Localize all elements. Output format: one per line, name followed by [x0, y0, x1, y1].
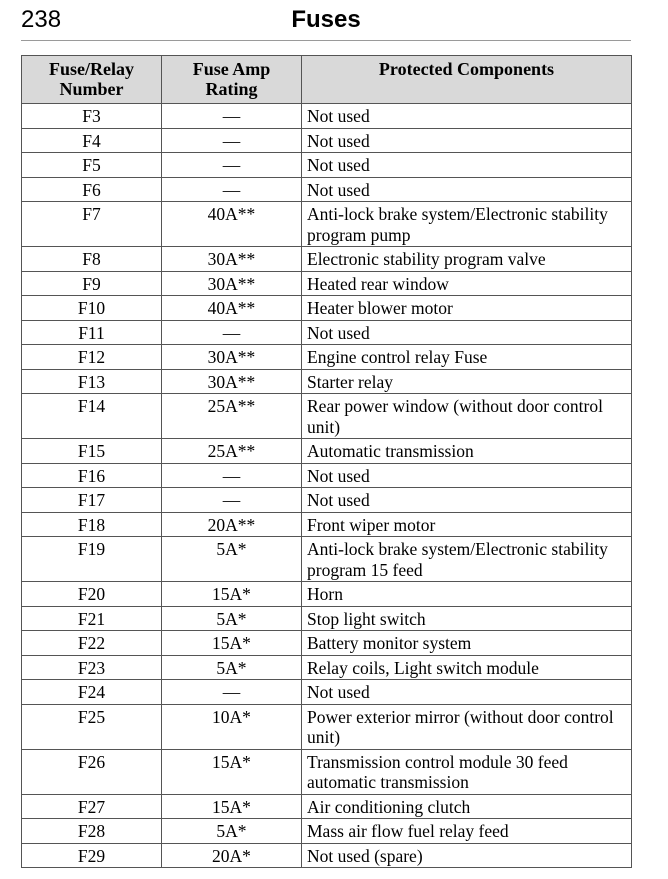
protected-components-cell: Not used: [302, 153, 632, 178]
amp-rating-cell: 15A*: [162, 794, 302, 819]
protected-components-cell: Anti-lock brake system/Electronic stability program pump: [302, 202, 632, 247]
fuse-number-cell: F29: [22, 843, 162, 868]
amp-rating-cell: 30A**: [162, 369, 302, 394]
amp-rating-cell: —: [162, 104, 302, 129]
table-row: [22, 271, 632, 296]
fuse-number-cell: F8: [22, 247, 162, 272]
table-row: [22, 843, 632, 868]
amp-rating-cell: 20A**: [162, 512, 302, 537]
protected-components-cell: Not used: [302, 463, 632, 488]
amp-rating-cell: —: [162, 153, 302, 178]
page-header: [21, 0, 631, 41]
fuse-number-cell: F21: [22, 606, 162, 631]
table-row: [22, 394, 632, 439]
table-row: [22, 153, 632, 178]
table-row: [22, 704, 632, 749]
fuse-number-cell: F20: [22, 582, 162, 607]
fuse-number-cell: F13: [22, 369, 162, 394]
table-row: [22, 369, 632, 394]
amp-rating-cell: 15A*: [162, 631, 302, 656]
amp-rating-cell: 5A*: [162, 606, 302, 631]
amp-rating-cell: —: [162, 177, 302, 202]
amp-rating-cell: —: [162, 128, 302, 153]
table-header-row: [22, 56, 632, 104]
amp-rating-cell: 25A**: [162, 439, 302, 464]
protected-components-cell: Battery monitor system: [302, 631, 632, 656]
amp-rating-cell: 15A*: [162, 582, 302, 607]
fuse-number-cell: F12: [22, 345, 162, 370]
fuse-table: [21, 55, 632, 868]
protected-components-cell: Not used: [302, 320, 632, 345]
protected-components-cell: Automatic transmission: [302, 439, 632, 464]
header-fuse-amp-rating: Fuse Amp Rating: [162, 56, 302, 104]
table-row: [22, 439, 632, 464]
table-row: [22, 631, 632, 656]
table-row: [22, 488, 632, 513]
protected-components-cell: Front wiper motor: [302, 512, 632, 537]
fuse-number-cell: F23: [22, 655, 162, 680]
fuse-number-cell: F27: [22, 794, 162, 819]
protected-components-cell: Not used: [302, 177, 632, 202]
fuse-number-cell: F3: [22, 104, 162, 129]
amp-rating-cell: 30A**: [162, 271, 302, 296]
fuse-number-cell: F26: [22, 749, 162, 794]
table-row: [22, 749, 632, 794]
amp-rating-cell: 40A**: [162, 202, 302, 247]
protected-components-cell: Heated rear window: [302, 271, 632, 296]
amp-rating-cell: 20A*: [162, 843, 302, 868]
fuse-number-cell: F17: [22, 488, 162, 513]
protected-components-cell: Transmission control module 30 feed automatic transmission: [302, 749, 632, 794]
protected-components-cell: Air conditioning clutch: [302, 794, 632, 819]
table-row: [22, 655, 632, 680]
table-row: [22, 463, 632, 488]
fuse-number-cell: F24: [22, 680, 162, 705]
amp-rating-cell: —: [162, 320, 302, 345]
table-row: [22, 819, 632, 844]
fuse-number-cell: F16: [22, 463, 162, 488]
protected-components-cell: Not used: [302, 680, 632, 705]
fuse-number-cell: F28: [22, 819, 162, 844]
amp-rating-cell: —: [162, 680, 302, 705]
amp-rating-cell: 40A**: [162, 296, 302, 321]
header-protected-components: Protected Components: [302, 56, 632, 104]
fuse-number-cell: F5: [22, 153, 162, 178]
amp-rating-cell: 5A*: [162, 655, 302, 680]
amp-rating-cell: —: [162, 488, 302, 513]
fuse-number-cell: F22: [22, 631, 162, 656]
amp-rating-cell: 10A*: [162, 704, 302, 749]
header-fuse-relay-number: Fuse/Relay Number: [22, 56, 162, 104]
amp-rating-cell: 30A**: [162, 247, 302, 272]
fuse-number-cell: F9: [22, 271, 162, 296]
fuse-number-cell: F11: [22, 320, 162, 345]
protected-components-cell: Anti-lock brake system/Electronic stability program 15 feed: [302, 537, 632, 582]
protected-components-cell: Not used: [302, 128, 632, 153]
fuse-number-cell: F7: [22, 202, 162, 247]
fuse-number-cell: F14: [22, 394, 162, 439]
fuse-number-cell: F6: [22, 177, 162, 202]
protected-components-cell: Horn: [302, 582, 632, 607]
amp-rating-cell: —: [162, 463, 302, 488]
fuse-number-cell: F19: [22, 537, 162, 582]
page-number: 238: [21, 6, 62, 33]
protected-components-cell: Not used: [302, 104, 632, 129]
table-row: [22, 345, 632, 370]
table-row: [22, 537, 632, 582]
fuse-number-cell: F10: [22, 296, 162, 321]
table-row: [22, 202, 632, 247]
table-row: [22, 247, 632, 272]
fuse-number-cell: F15: [22, 439, 162, 464]
fuse-number-cell: F4: [22, 128, 162, 153]
protected-components-cell: Starter relay: [302, 369, 632, 394]
amp-rating-cell: 5A*: [162, 537, 302, 582]
table-row: [22, 680, 632, 705]
table-row: [22, 296, 632, 321]
table-row: [22, 606, 632, 631]
protected-components-cell: Not used (spare): [302, 843, 632, 868]
table-row: [22, 794, 632, 819]
amp-rating-cell: 25A**: [162, 394, 302, 439]
protected-components-cell: Relay coils, Light switch module: [302, 655, 632, 680]
protected-components-cell: Power exterior mirror (without door control unit): [302, 704, 632, 749]
protected-components-cell: Engine control relay Fuse: [302, 345, 632, 370]
protected-components-cell: Stop light switch: [302, 606, 632, 631]
amp-rating-cell: 30A**: [162, 345, 302, 370]
protected-components-cell: Electronic stability program valve: [302, 247, 632, 272]
protected-components-cell: Rear power window (without door control unit): [302, 394, 632, 439]
table-row: [22, 104, 632, 129]
table-row: [22, 320, 632, 345]
amp-rating-cell: 5A*: [162, 819, 302, 844]
protected-components-cell: Mass air flow fuel relay feed: [302, 819, 632, 844]
fuse-number-cell: F18: [22, 512, 162, 537]
table-row: [22, 177, 632, 202]
fuse-number-cell: F25: [22, 704, 162, 749]
protected-components-cell: Not used: [302, 488, 632, 513]
table-row: [22, 512, 632, 537]
amp-rating-cell: 15A*: [162, 749, 302, 794]
table-row: [22, 128, 632, 153]
protected-components-cell: Heater blower motor: [302, 296, 632, 321]
section-title: Fuses: [291, 6, 361, 33]
table-row: [22, 582, 632, 607]
